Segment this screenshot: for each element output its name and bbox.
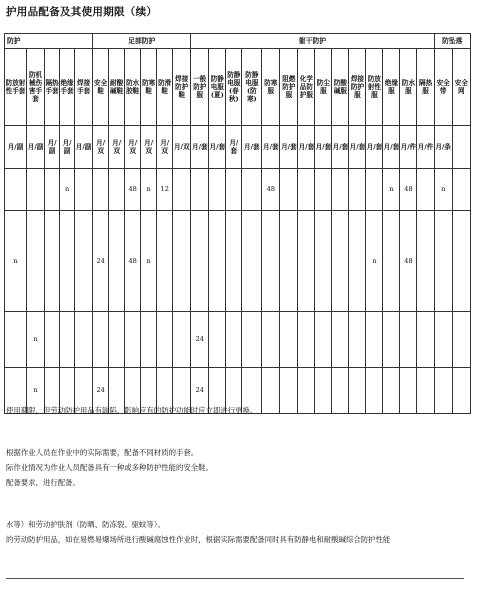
unit-cell: 月/双 bbox=[109, 126, 125, 169]
table-cell bbox=[27, 169, 45, 211]
table-cell bbox=[349, 312, 366, 368]
table-row bbox=[5, 211, 471, 312]
unit-cell: 月/套 bbox=[262, 126, 280, 169]
unit-cell bbox=[452, 126, 470, 169]
table-cell bbox=[60, 211, 75, 312]
unit-cell: 月/双 bbox=[125, 126, 141, 169]
ppe-allocation-table bbox=[4, 33, 471, 414]
table-cell bbox=[417, 312, 434, 368]
table-cell bbox=[242, 169, 262, 211]
unit-cell: 月/副 bbox=[75, 126, 93, 169]
unit-cell: 月/副 bbox=[60, 126, 75, 169]
table-cell: n bbox=[141, 211, 157, 312]
table-cell bbox=[209, 211, 226, 312]
column-header: 焊接防护鞋 bbox=[173, 49, 191, 126]
table-cell bbox=[434, 312, 452, 368]
column-header: 隔热手套 bbox=[45, 49, 60, 126]
table-cell: 24 bbox=[93, 368, 109, 414]
note-line: 配备要求，进行配备。 bbox=[6, 478, 80, 487]
table-cell: 48 bbox=[125, 211, 141, 312]
unit-cell: 月/套 bbox=[226, 126, 242, 169]
column-header: 一般防护服 bbox=[191, 49, 209, 126]
column-header: 化学品防护服 bbox=[298, 49, 315, 126]
page-title: 护用品配备及其使用期限（续） bbox=[6, 6, 158, 18]
column-header: 阻燃防护服 bbox=[280, 49, 298, 126]
table-cell bbox=[5, 312, 27, 368]
table-cell: 12 bbox=[157, 169, 173, 211]
column-header: 焊接手套 bbox=[75, 49, 93, 126]
table-cell bbox=[173, 312, 191, 368]
table-cell: 24 bbox=[191, 312, 209, 368]
unit-cell: 月/套 bbox=[298, 126, 315, 169]
table-cell: 48 bbox=[400, 211, 417, 312]
table-cell bbox=[383, 312, 400, 368]
footer-divider bbox=[6, 578, 464, 579]
group-header-fall: 防坠落 bbox=[434, 34, 470, 49]
table-cell: n bbox=[5, 211, 27, 312]
column-header: 绝缘服 bbox=[383, 49, 400, 126]
note-line: 际作业情况为作业人员配备具有一种或多种防护性能的安全鞋。 bbox=[6, 463, 213, 472]
column-header: 绝缘手套 bbox=[60, 49, 75, 126]
table-cell bbox=[157, 211, 173, 312]
table-cell bbox=[226, 211, 242, 312]
unit-cell: 月/件 bbox=[417, 126, 434, 169]
table-cell bbox=[157, 312, 173, 368]
column-header: 防放射性手套 bbox=[5, 49, 27, 126]
unit-cell: 月/副 bbox=[27, 126, 45, 169]
table-cell bbox=[60, 312, 75, 368]
table-cell bbox=[209, 312, 226, 368]
table-cell bbox=[315, 211, 332, 312]
column-header: 防机械伤害手套 bbox=[27, 49, 45, 126]
table-cell: n bbox=[383, 169, 400, 211]
column-header: 防寒服 bbox=[262, 49, 280, 126]
table-cell bbox=[75, 211, 93, 312]
unit-cell: 月/双 bbox=[93, 126, 109, 169]
note-line: 水等）和劳动护肤剂（防晒、防冻裂、驱蚊等）。 bbox=[6, 520, 165, 529]
table-cell bbox=[332, 312, 349, 368]
table-cell: n bbox=[27, 368, 45, 414]
group-header-foot: 足部防护 bbox=[93, 34, 191, 49]
unit-cell: 月/套 bbox=[315, 126, 332, 169]
table-cell: 48 bbox=[400, 169, 417, 211]
unit-cell: 月/套 bbox=[191, 126, 209, 169]
column-header: 防酸碱服 bbox=[332, 49, 349, 126]
table-cell bbox=[280, 211, 298, 312]
column-header: 安全网 bbox=[452, 49, 470, 126]
unit-cell: 月/条 bbox=[434, 126, 452, 169]
table-cell bbox=[315, 312, 332, 368]
unit-cell: 月/件 bbox=[400, 126, 417, 169]
table-cell bbox=[280, 169, 298, 211]
table-cell bbox=[452, 312, 470, 368]
unit-cell: 月/双 bbox=[157, 126, 173, 169]
unit-cell: 月/双 bbox=[173, 126, 191, 169]
column-header: 防水服 bbox=[400, 49, 417, 126]
table-cell: n bbox=[60, 169, 75, 211]
table-cell bbox=[93, 169, 109, 211]
column-header: 防静电服(春秋) bbox=[226, 49, 242, 126]
table-cell bbox=[366, 169, 383, 211]
table-cell: n bbox=[434, 169, 452, 211]
table-cell bbox=[298, 169, 315, 211]
column-header: 安全鞋 bbox=[93, 49, 109, 126]
table-cell: n bbox=[27, 312, 45, 368]
note-line: 使用期限，但劳动防护用品有缺陷、影响应有的防护功能时应立即进行更换。 bbox=[6, 406, 258, 415]
table-cell: 24 bbox=[93, 211, 109, 312]
table-cell bbox=[27, 211, 45, 312]
table-cell bbox=[262, 312, 280, 368]
unit-cell: 月/套 bbox=[209, 126, 226, 169]
table-cell bbox=[109, 211, 125, 312]
table-cell bbox=[226, 312, 242, 368]
table-cell bbox=[434, 211, 452, 312]
column-header: 防滑鞋 bbox=[157, 49, 173, 126]
unit-cell: 月/套 bbox=[366, 126, 383, 169]
group-header-body: 躯干防护 bbox=[191, 34, 434, 49]
table-cell bbox=[75, 312, 93, 368]
table-cell bbox=[109, 169, 125, 211]
note-line: 的劳动防护用品，如在易燃易爆场所进行酸碱腐蚀性作业时，根据实际需要配备同时具有防静电和耐酸碱综合防护性能 bbox=[6, 535, 391, 544]
table-cell bbox=[173, 211, 191, 312]
unit-cell: 月/套 bbox=[332, 126, 349, 169]
table-cell bbox=[191, 169, 209, 211]
table-cell bbox=[262, 211, 280, 312]
table-cell bbox=[298, 312, 315, 368]
table-cell bbox=[400, 312, 417, 368]
table-cell bbox=[417, 211, 434, 312]
column-header: 隔热服 bbox=[417, 49, 434, 126]
table-cell: 24 bbox=[191, 368, 209, 414]
table-cell bbox=[226, 169, 242, 211]
column-header: 耐酸碱鞋 bbox=[109, 49, 125, 126]
table-cell bbox=[93, 312, 109, 368]
table-cell bbox=[417, 169, 434, 211]
table-cell bbox=[332, 211, 349, 312]
table-cell bbox=[366, 312, 383, 368]
unit-cell: 月/套 bbox=[242, 126, 262, 169]
table-cell bbox=[141, 312, 157, 368]
table-cell bbox=[383, 211, 400, 312]
table-cell bbox=[75, 169, 93, 211]
table-cell: n bbox=[141, 169, 157, 211]
table-cell bbox=[315, 169, 332, 211]
column-header: 防尘服 bbox=[315, 49, 332, 126]
table-cell bbox=[280, 312, 298, 368]
column-header: 防放射性服 bbox=[366, 49, 383, 126]
unit-cell: 月/套 bbox=[280, 126, 298, 169]
column-header: 防静电服(防寒) bbox=[242, 49, 262, 126]
table-cell bbox=[45, 169, 60, 211]
table-cell bbox=[45, 211, 60, 312]
table-row bbox=[5, 169, 471, 211]
unit-cell: 月/套 bbox=[383, 126, 400, 169]
table-cell bbox=[242, 211, 262, 312]
table-cell bbox=[242, 312, 262, 368]
table-cell bbox=[349, 169, 366, 211]
column-header: 防水胶鞋 bbox=[125, 49, 141, 126]
unit-cell: 月/副 bbox=[45, 126, 60, 169]
column-header: 防寒鞋 bbox=[141, 49, 157, 126]
table-row bbox=[5, 312, 471, 368]
column-header: 焊接防护服 bbox=[349, 49, 366, 126]
table-cell: 48 bbox=[125, 169, 141, 211]
table-cell bbox=[452, 169, 470, 211]
table-cell bbox=[209, 169, 226, 211]
table-cell: 48 bbox=[262, 169, 280, 211]
group-header-hand: 防护 bbox=[5, 34, 93, 49]
table-cell bbox=[452, 211, 470, 312]
unit-cell: 月/套 bbox=[349, 126, 366, 169]
table-cell bbox=[298, 211, 315, 312]
table-cell bbox=[5, 169, 27, 211]
table-cell bbox=[125, 312, 141, 368]
table-cell bbox=[332, 169, 349, 211]
table-cell bbox=[349, 211, 366, 312]
unit-cell: 月/副 bbox=[5, 126, 27, 169]
unit-cell: 月/双 bbox=[141, 126, 157, 169]
note-line: 根据作业人员在作业中的实际需要，配备不同材质的手套。 bbox=[6, 448, 199, 457]
table-cell bbox=[45, 312, 60, 368]
table-cell bbox=[173, 169, 191, 211]
column-header: 防静电服(夏) bbox=[209, 49, 226, 126]
column-header: 安全带 bbox=[434, 49, 452, 126]
table-cell bbox=[191, 211, 209, 312]
table-cell bbox=[109, 312, 125, 368]
table-cell: n bbox=[366, 211, 383, 312]
